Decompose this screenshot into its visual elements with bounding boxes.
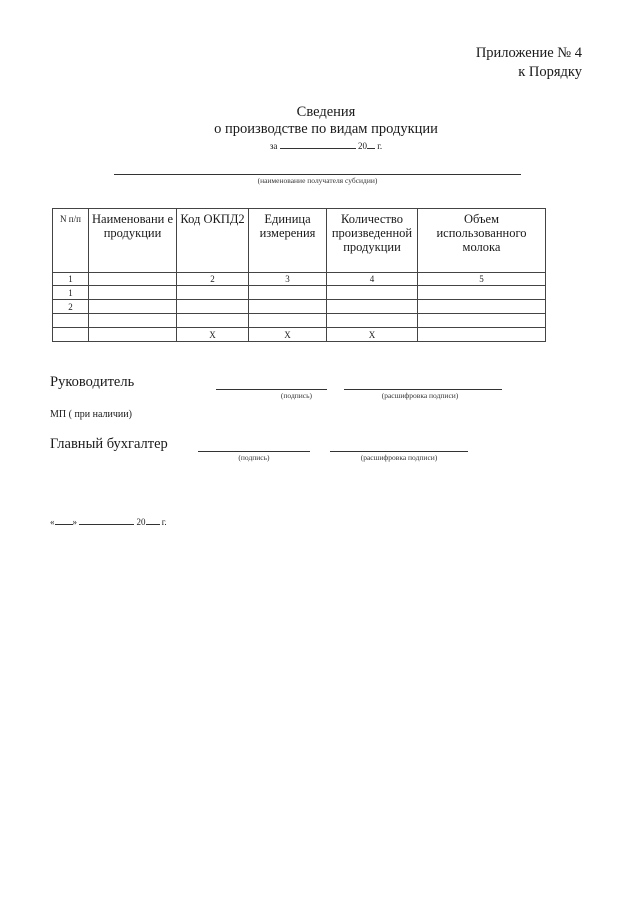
document-subtitle: о производстве по видам продукции — [214, 121, 438, 137]
table-cell — [249, 286, 327, 300]
date-open-quote: « — [50, 517, 55, 527]
period-year: 20 — [357, 141, 367, 151]
recipient-caption: (наименование получателя субсидии) — [257, 176, 378, 185]
table-cell — [53, 314, 89, 328]
header-unit: Единица измерения — [249, 209, 327, 273]
column-number: 2 — [177, 273, 249, 286]
period-blank — [280, 138, 356, 149]
head-decoding-line — [344, 389, 502, 390]
year-blank — [367, 138, 375, 149]
table-cell — [418, 300, 546, 314]
table-cell — [177, 314, 249, 328]
head-label: Руководитель — [50, 374, 135, 390]
table-cell: 1 — [53, 286, 89, 300]
day-blank — [55, 514, 73, 525]
header-quantity: Количество произведенной продукции — [327, 209, 418, 273]
table-cell — [418, 286, 546, 300]
table-cell — [327, 286, 418, 300]
appendix-reference: к Порядку — [518, 64, 582, 80]
column-number: 3 — [249, 273, 327, 286]
table-cell: 2 — [53, 300, 89, 314]
head-decoding-caption: (расшифровка подписи) — [381, 391, 459, 400]
table-cell — [418, 314, 546, 328]
column-number: 5 — [418, 273, 546, 286]
header-product-name: Наименовани е продукции — [89, 209, 177, 273]
table-cell — [89, 286, 177, 300]
appendix-number: Приложение № 4 — [475, 45, 582, 61]
date-year: 20 — [136, 517, 146, 527]
table-cell — [249, 300, 327, 314]
month-blank — [79, 514, 134, 525]
table-row — [53, 286, 546, 300]
appendix-header — [476, 44, 582, 82]
table-header-row — [53, 209, 546, 273]
date-close-quote: » — [72, 517, 77, 527]
head-signature-caption: (подпись) — [280, 391, 313, 400]
table-cell — [53, 328, 89, 342]
column-number: 1 — [53, 273, 89, 286]
period-suffix: г. — [377, 141, 383, 151]
accountant-signature-line — [198, 451, 310, 452]
date-suffix: г. — [161, 517, 167, 527]
table-cell — [177, 286, 249, 300]
table-cell — [418, 328, 546, 342]
table-row — [53, 314, 546, 328]
table-cell — [249, 314, 327, 328]
header-milk-volume: Объем использованного молока — [418, 209, 546, 273]
period-line — [0, 138, 640, 151]
column-number-row — [53, 273, 546, 286]
table-cell — [327, 300, 418, 314]
stamp-note: МП ( при наличии) — [50, 409, 132, 420]
column-number — [89, 273, 177, 286]
accountant-label: Главный бухгалтер — [50, 436, 168, 452]
table-cell: X — [177, 328, 249, 342]
table-cell: X — [249, 328, 327, 342]
table-cell — [327, 314, 418, 328]
accountant-decoding-caption: (расшифровка подписи) — [360, 453, 438, 462]
period-prefix: за — [269, 141, 278, 151]
column-number: 4 — [327, 273, 418, 286]
table-cell — [89, 300, 177, 314]
head-signature-line — [216, 389, 327, 390]
table-cell — [89, 314, 177, 328]
table-row — [53, 300, 546, 314]
table-row — [53, 328, 546, 342]
accountant-decoding-line — [330, 451, 468, 452]
date-line — [50, 514, 167, 527]
document-title: Сведения — [296, 104, 356, 120]
accountant-signature-caption: (подпись) — [238, 453, 270, 462]
recipient-line — [114, 174, 521, 175]
table-cell — [89, 328, 177, 342]
table-cell: X — [327, 328, 418, 342]
header-okpd2-code: Код ОКПД2 — [177, 209, 249, 273]
table-cell — [177, 300, 249, 314]
production-table — [52, 208, 546, 342]
header-number: N п/п — [53, 209, 89, 273]
date-year-blank — [146, 514, 160, 525]
